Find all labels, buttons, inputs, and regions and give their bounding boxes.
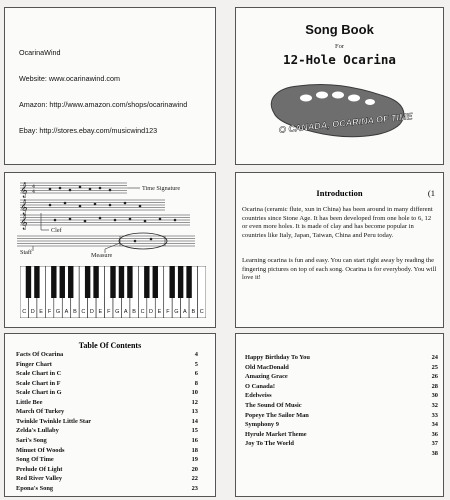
toc-entry xyxy=(16,475,198,482)
toc-entry-title: Prelude Of Light xyxy=(16,465,63,473)
toc-entry-page: 28 xyxy=(431,382,438,390)
piano-key-label: D xyxy=(149,309,154,315)
piano-key-label: G xyxy=(115,309,120,315)
toc-entry-title: Scale Chart in C xyxy=(16,370,62,378)
measure-label: Measure xyxy=(91,252,113,259)
piano-key-label: B xyxy=(191,309,196,315)
toc-entry-page: 15 xyxy=(191,427,198,435)
piano-keyboard xyxy=(20,266,206,318)
toc-entry-page: 13 xyxy=(191,408,198,416)
toc-entry-title: Scale Chart in F xyxy=(16,379,61,387)
toc-entry-page: 20 xyxy=(191,465,198,473)
ocarina-hole xyxy=(332,92,344,99)
piano-black-key xyxy=(110,266,115,298)
toc-entry xyxy=(245,392,438,399)
piano-black-key xyxy=(26,266,31,298)
piano-key-label: G xyxy=(55,309,61,315)
toc-entry xyxy=(16,361,198,368)
treble-clef-icon: 𝄞 xyxy=(20,215,28,230)
toc-entry-title: Little Bee xyxy=(16,398,43,406)
toc-entry-title: Popeye The Sailor Man xyxy=(245,411,309,419)
time-signature-icon: 4 xyxy=(32,189,36,195)
toc-entry-title: Minuet Of Woods xyxy=(16,446,65,454)
piano-black-key xyxy=(60,266,65,298)
toc-entry xyxy=(245,440,438,447)
toc-entry-page: 16 xyxy=(191,436,198,444)
piano-key-label: C xyxy=(140,309,145,315)
toc-entry xyxy=(16,380,198,387)
piano-key-label: E xyxy=(98,309,103,315)
toc-entry-page: 8 xyxy=(194,379,198,387)
piano-key-label: F xyxy=(107,309,111,315)
toc-entry-page: 37 xyxy=(431,440,438,448)
page-introduction xyxy=(235,172,444,328)
brand-name: OcarinaWind xyxy=(19,48,61,57)
toc-entry-title: Amazing Grace xyxy=(245,373,288,381)
piano-black-key xyxy=(51,266,56,298)
time-signature-icon: 4 xyxy=(32,184,36,190)
website-line: Website: www.ocarinawind.com xyxy=(19,74,120,83)
toc-entry xyxy=(16,437,198,444)
piano-black-key xyxy=(68,266,73,298)
ocarina-hole xyxy=(348,95,360,102)
intro-paragraph-2: Learning ocarina is fun and easy. You can start right away by reading the fingering pictures on top of each song. Ocarina is for everybody. You will love it! xyxy=(242,257,437,282)
toc-entry xyxy=(245,354,438,361)
toc-entry-page: 38 xyxy=(431,450,438,457)
toc-entry-title: Edelweiss xyxy=(245,392,272,400)
toc-entry-title: Facts Of Ocarina xyxy=(16,351,64,358)
toc-title: Table Of Contents xyxy=(78,341,142,350)
songbook-for: For xyxy=(334,43,345,50)
piano-black-key xyxy=(178,266,183,298)
piano-black-key xyxy=(127,266,132,298)
treble-clef-icon: 𝄞 xyxy=(20,200,28,215)
piano-key-label: F xyxy=(47,309,52,315)
toc-entry xyxy=(16,466,198,473)
toc-entry-title: Epona's Song xyxy=(16,484,54,492)
toc-entry-title: Twinkle Twinkle Little Star xyxy=(16,417,92,425)
ebay-line: Ebay: http://stores.ebay.com/musicwind123 xyxy=(19,126,158,135)
toc-entry-page: 23 xyxy=(191,484,198,492)
toc-entry-title: Finger Chart xyxy=(16,360,52,368)
toc-entry xyxy=(16,399,198,406)
toc-entry-page: 10 xyxy=(191,389,198,397)
toc-entry-title: Joy To The World xyxy=(245,440,294,448)
toc-entry-title: Hyrule Market Theme xyxy=(245,430,307,438)
piano-key-label: D xyxy=(30,309,35,315)
piano-key-label: A xyxy=(123,309,128,315)
intro-page-number: (1 xyxy=(427,188,435,198)
piano-black-key xyxy=(144,266,149,298)
piano-key-label: D xyxy=(89,309,94,315)
piano-key-label: B xyxy=(73,309,77,315)
toc-entry-page: 18 xyxy=(191,446,198,454)
piano-black-key xyxy=(153,266,158,298)
toc-entry xyxy=(245,431,438,438)
toc-entry-title: Happy Birthday To You xyxy=(245,354,310,361)
intro-title: Introduction xyxy=(316,188,363,198)
piano-key-label: F xyxy=(166,309,170,315)
toc-entry-page: 12 xyxy=(191,398,198,406)
toc-entry xyxy=(245,421,438,428)
toc-entry-page: 26 xyxy=(431,373,438,381)
toc-entry-title: Song Of Time xyxy=(16,456,54,464)
toc-entry xyxy=(245,412,438,419)
toc-entry-title: Symphony 9 xyxy=(245,421,279,429)
ocarina-hole xyxy=(300,95,312,102)
piano-black-key xyxy=(169,266,174,298)
toc-entry-page: 22 xyxy=(191,475,198,483)
toc-entry xyxy=(16,389,198,396)
piano-black-key xyxy=(34,266,39,298)
piano-key-label: E xyxy=(157,309,162,315)
ocarina-logo xyxy=(236,8,444,165)
ocarina-logo-text: O CANADA, OCARINA OF TIME xyxy=(278,111,413,136)
note-group xyxy=(49,186,177,243)
toc-entry xyxy=(245,450,438,457)
toc-entry xyxy=(16,456,198,463)
toc-entry xyxy=(16,485,198,492)
piano-black-key xyxy=(119,266,124,298)
toc-entry-title: Red River Valley xyxy=(16,475,63,483)
piano-black-key xyxy=(186,266,191,298)
toc-entry-page: 33 xyxy=(431,411,438,419)
toc-entry-page: 25 xyxy=(431,363,438,371)
toc-entry-title: Zelda's Lullaby xyxy=(16,427,59,435)
toc-entry xyxy=(245,383,438,390)
toc-entry-page: 19 xyxy=(191,456,198,464)
intro-paragraph-1: Ocarina (ceramic flute, xun in China) has been around in many different countries since Stone Age. It has been developed from one hole to 6, 12 or even more holes. It is made of clay and has become popular in countries like Italy, Japan, Taiwan, China and Peru today. xyxy=(242,206,433,239)
toc-entry xyxy=(245,402,438,409)
ocarina-hole xyxy=(316,92,328,99)
page-toc-2 xyxy=(235,333,444,497)
toc-entry xyxy=(16,408,198,415)
piano-key-label: C xyxy=(199,309,204,315)
toc-entry-page: 34 xyxy=(431,421,438,429)
staff-label: Staff xyxy=(20,249,32,256)
toc-entry-title: March Of Turkey xyxy=(16,408,65,416)
clef-label: Clef xyxy=(51,227,62,234)
page-notation xyxy=(4,172,216,328)
toc-entry-page: 6 xyxy=(194,370,198,378)
page-cover xyxy=(235,7,444,165)
toc-entry xyxy=(16,370,198,377)
piano-key-label: A xyxy=(183,309,187,315)
toc-entry xyxy=(16,447,198,454)
staff-line-group xyxy=(20,183,127,193)
piano-key-label: A xyxy=(64,309,69,315)
toc-entry-page: 4 xyxy=(194,351,198,358)
toc-entry xyxy=(245,373,438,380)
ocarina-hole xyxy=(365,99,375,105)
treble-clef-icon: 𝄞 xyxy=(20,183,28,198)
piano-key-label: C xyxy=(81,309,86,315)
toc-entry xyxy=(16,418,198,425)
toc-entry-title: Old MacDonald xyxy=(245,363,289,371)
piano-key-label: E xyxy=(39,309,43,315)
toc-entry xyxy=(16,427,198,434)
toc-entry-title: The Sound Of Music xyxy=(245,402,302,409)
toc-entry-page: 24 xyxy=(431,354,438,361)
toc-entry xyxy=(245,364,438,371)
toc-entry-title: O Canada! xyxy=(245,382,276,390)
toc-entry xyxy=(16,351,198,358)
page-toc-1 xyxy=(4,333,216,497)
toc-entry-page: 32 xyxy=(431,402,438,409)
amazon-line: Amazon: http://www.amazon.com/shops/ocarinawind xyxy=(19,100,188,109)
toc-entry-title: Sari's Song xyxy=(16,436,47,444)
time-signature-label: Time Signature xyxy=(142,185,181,192)
page-contact-info xyxy=(4,7,216,165)
toc-entry-title: Scale Chart in G xyxy=(16,389,62,397)
piano-key-label: G xyxy=(174,309,179,315)
piano-key-label: C xyxy=(22,309,27,315)
piano-black-key xyxy=(85,266,90,298)
toc-entry-page: 30 xyxy=(431,392,438,400)
toc-entry-page: 36 xyxy=(431,430,438,438)
toc-entry-page: 5 xyxy=(194,360,198,368)
piano-black-key xyxy=(93,266,98,298)
songbook-subtitle: 12-Hole Ocarina xyxy=(283,52,396,67)
toc-entry-page: 14 xyxy=(191,417,198,425)
songbook-title: Song Book xyxy=(305,22,374,37)
piano-key-label: B xyxy=(132,309,136,315)
